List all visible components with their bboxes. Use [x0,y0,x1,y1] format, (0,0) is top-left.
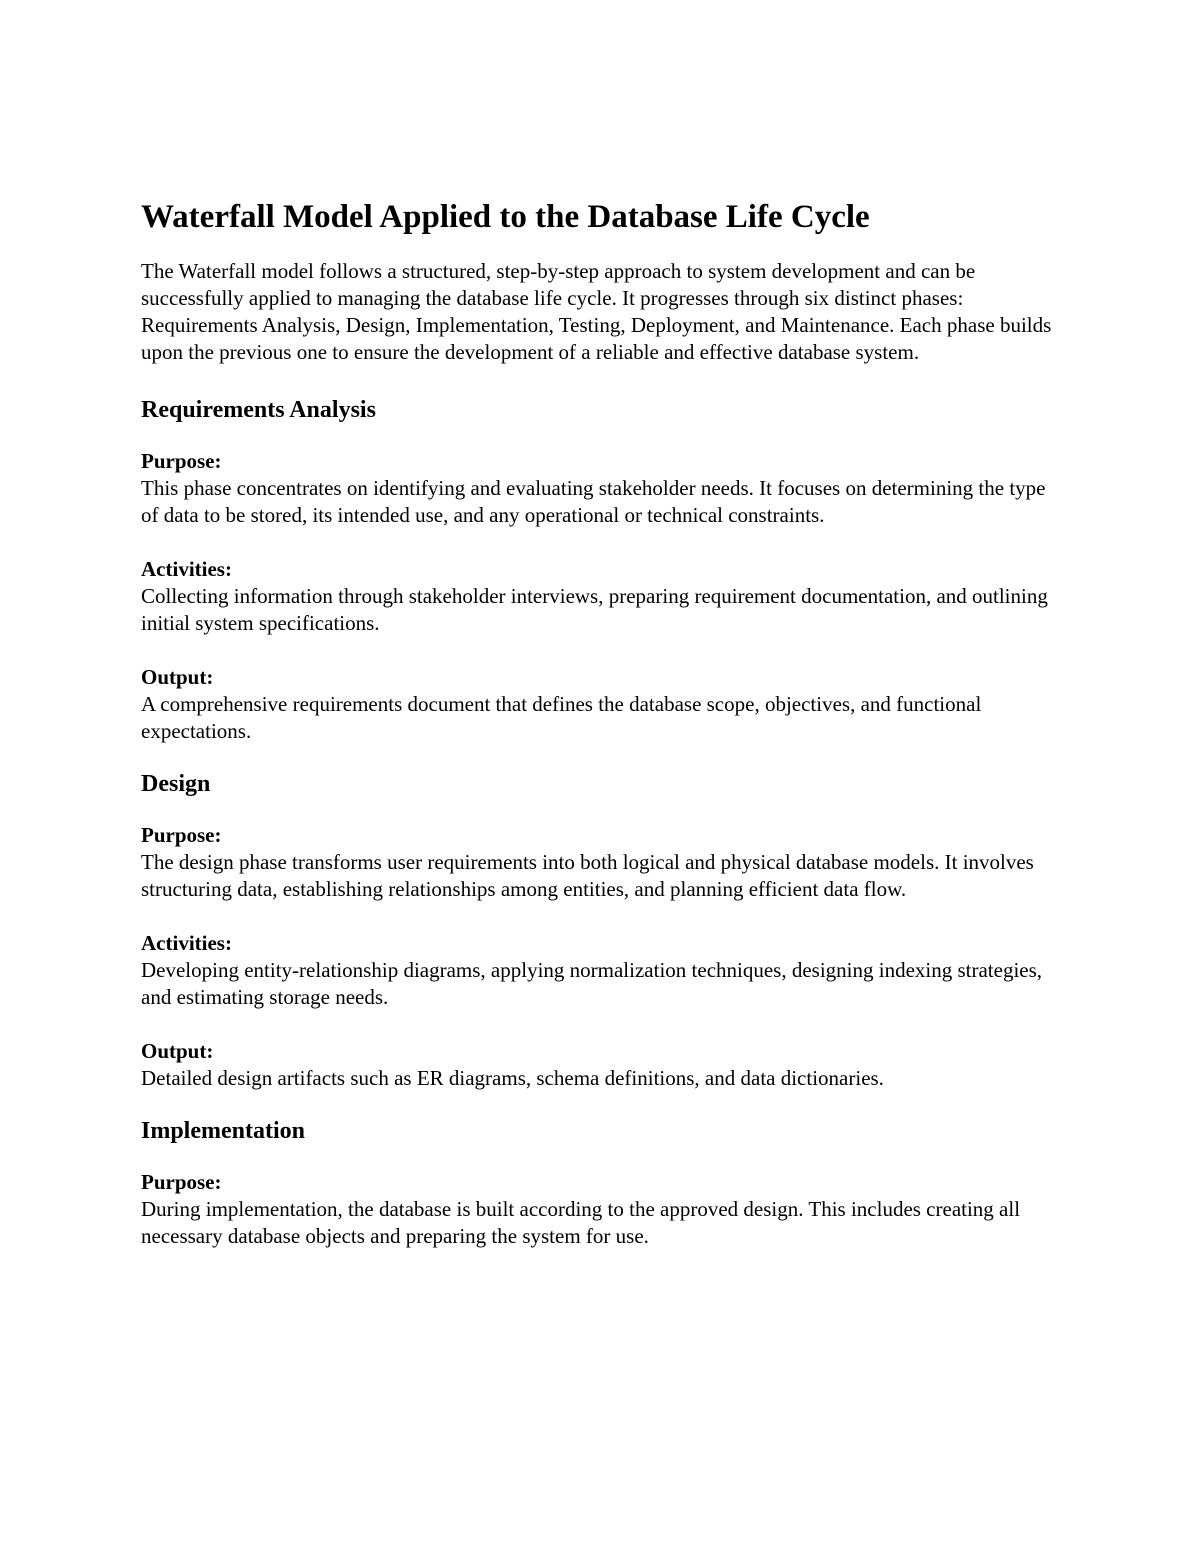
intro-paragraph: The Waterfall model follows a structured, step-by-step approach to system development and can be successfully applied to managing the database life cycle. It progresses through six distinct phases: Requirements Analysis, Design, Implementation, Testing, Deployment, and Maintenance. Each phase builds upon the previous one to ensure the development of a reliable and effective database system. [141,259,1052,364]
activities-block [141,556,1061,637]
activities-text: Collecting information through stakeholder interviews, preparing requirement documentation, and outlining initial system specifications. [141,584,1048,635]
document-content [141,196,1061,1274]
purpose-label: Purpose: [141,823,222,847]
section-implementation [141,1116,1061,1250]
output-label: Output: [141,1039,214,1063]
section-requirements-analysis [141,395,1061,745]
purpose-block [141,1169,1061,1250]
activities-text: Developing entity-relationship diagrams, applying normalization techniques, designing indexing strategies, and estimating storage needs. [141,958,1043,1009]
activities-label: Activities: [141,931,232,955]
activities-label: Activities: [141,557,232,581]
output-block [141,1038,1061,1092]
section-heading: Design [141,771,211,797]
purpose-text: The design phase transforms user requirements into both logical and physical database models. It involves structuring data, establishing relationships among entities, and planning efficient data flow. [141,850,1034,901]
document-title: Waterfall Model Applied to the Database Life Cycle [141,199,870,235]
output-label: Output: [141,665,214,689]
section-heading: Implementation [141,1118,305,1144]
output-block [141,664,1061,745]
purpose-text: During implementation, the database is built according to the approved design. This includes creating all necessary database objects and preparing the system for use. [141,1197,1021,1248]
purpose-label: Purpose: [141,1170,222,1194]
section-design [141,769,1061,1092]
purpose-block [141,822,1061,903]
section-heading: Requirements Analysis [141,397,376,423]
purpose-block [141,448,1061,529]
output-text: A comprehensive requirements document that defines the database scope, objectives, and functional expectations. [141,692,982,743]
purpose-text: This phase concentrates on identifying and evaluating stakeholder needs. It focuses on determining the type of data to be stored, its intended use, and any operational or technical constraints. [141,476,1046,527]
activities-block [141,930,1061,1011]
output-text: Detailed design artifacts such as ER diagrams, schema definitions, and data dictionaries. [141,1066,884,1090]
purpose-label: Purpose: [141,449,222,473]
